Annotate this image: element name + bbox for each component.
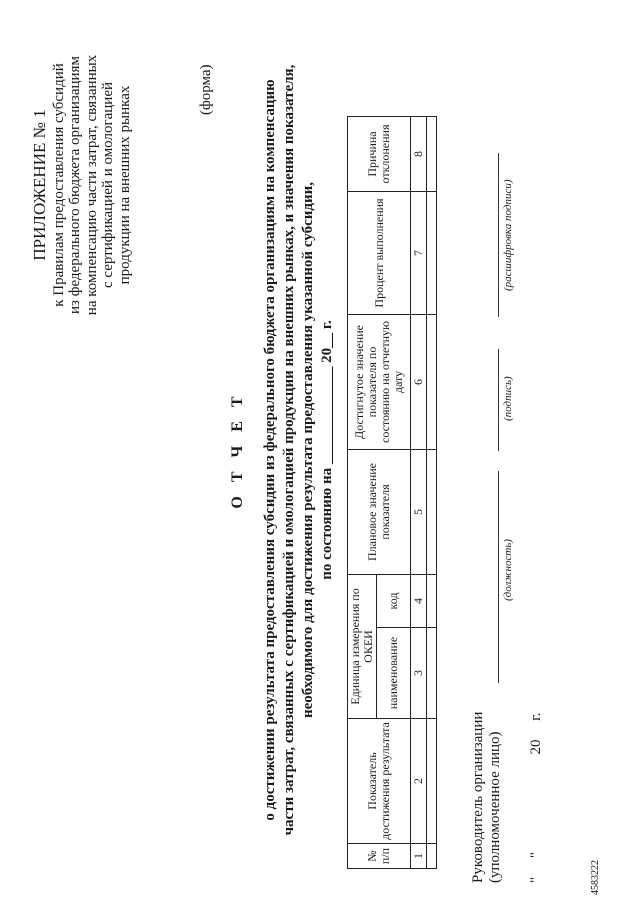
col-header-unit: Единица измерения по ОКЕИ <box>348 575 377 719</box>
table-cell <box>427 844 437 869</box>
table-cell <box>427 450 437 575</box>
col-header-unit-code: код <box>377 575 411 628</box>
signatory-title <box>470 712 504 883</box>
table-number-row <box>411 117 427 869</box>
col-number: 7 <box>411 192 427 315</box>
signatory-line: (уполномоченное лицо) <box>487 731 503 883</box>
appendix-line: продукции на внешних рынках <box>116 85 133 285</box>
col-header-no: № п/п <box>348 844 411 869</box>
report-title-line: о достижении результата предоставления субсидии из федерального бюджета организациям на компенсацию <box>262 79 278 821</box>
report-heading: О Т Ч Е Т <box>229 391 246 509</box>
col-number: 6 <box>411 315 427 450</box>
sign-line <box>498 349 499 451</box>
col-header-unit-name: наименование <box>377 628 411 719</box>
table-cell <box>427 315 437 450</box>
table-cell <box>427 192 437 315</box>
col-number: 8 <box>411 117 427 192</box>
document-number: 4583222 <box>590 860 601 895</box>
form-label: (форма) <box>198 64 214 115</box>
report-date-line: по состоянию на _____________ 20__ г. <box>319 320 335 580</box>
table-cell <box>427 575 437 628</box>
sign-caption: (подпись) <box>502 376 514 421</box>
table-header-row <box>348 117 377 869</box>
col-header-percent: Процент выполнения <box>348 192 411 315</box>
appendix-title: ПРИЛОЖЕНИЕ № 1 <box>30 109 49 261</box>
table-cell <box>427 628 437 719</box>
position-line <box>498 471 499 683</box>
appendix-header <box>32 25 133 345</box>
appendix-line: из федерального бюджета организациям <box>67 56 83 314</box>
col-number: 4 <box>411 575 427 628</box>
signature-block <box>462 23 612 883</box>
col-header-reason: Причина отклонения <box>348 117 411 192</box>
signature-date: " " 20 г. <box>528 712 544 883</box>
table-row <box>427 117 437 869</box>
col-header-achieved: Достигнутое значение показателя по состоянию на отчетную дату <box>348 315 411 450</box>
col-number: 5 <box>411 450 427 575</box>
table-cell <box>427 719 437 844</box>
report-title-line: необходимого для достижения результата предоставления указанной субсидии, <box>300 181 316 719</box>
appendix-line: на компенсацию части затрат, связанных <box>83 54 100 316</box>
decode-caption: (расшифровка подписи) <box>502 179 514 291</box>
appendix-line: к Правилам предоставления субсидий <box>50 63 67 307</box>
col-header-planned: Плановое значение показателя <box>348 450 411 575</box>
appendix-line: с сертификацией и омологацией <box>100 81 116 289</box>
col-number: 1 <box>411 844 427 869</box>
report-title <box>228 55 337 845</box>
report-title-line: части затрат, связанных с сертификацией и омологацией продукции на внешних рынках, и значения показателя, <box>281 64 297 836</box>
col-number: 3 <box>411 628 427 719</box>
report-table <box>347 116 437 869</box>
table-cell <box>427 117 437 192</box>
col-number: 2 <box>411 719 427 844</box>
signatory-line: Руководитель организации <box>470 711 486 883</box>
position-caption: (должность) <box>502 539 514 601</box>
col-header-indicator: Показатель достижения результата <box>348 719 411 844</box>
decode-line <box>498 153 499 317</box>
